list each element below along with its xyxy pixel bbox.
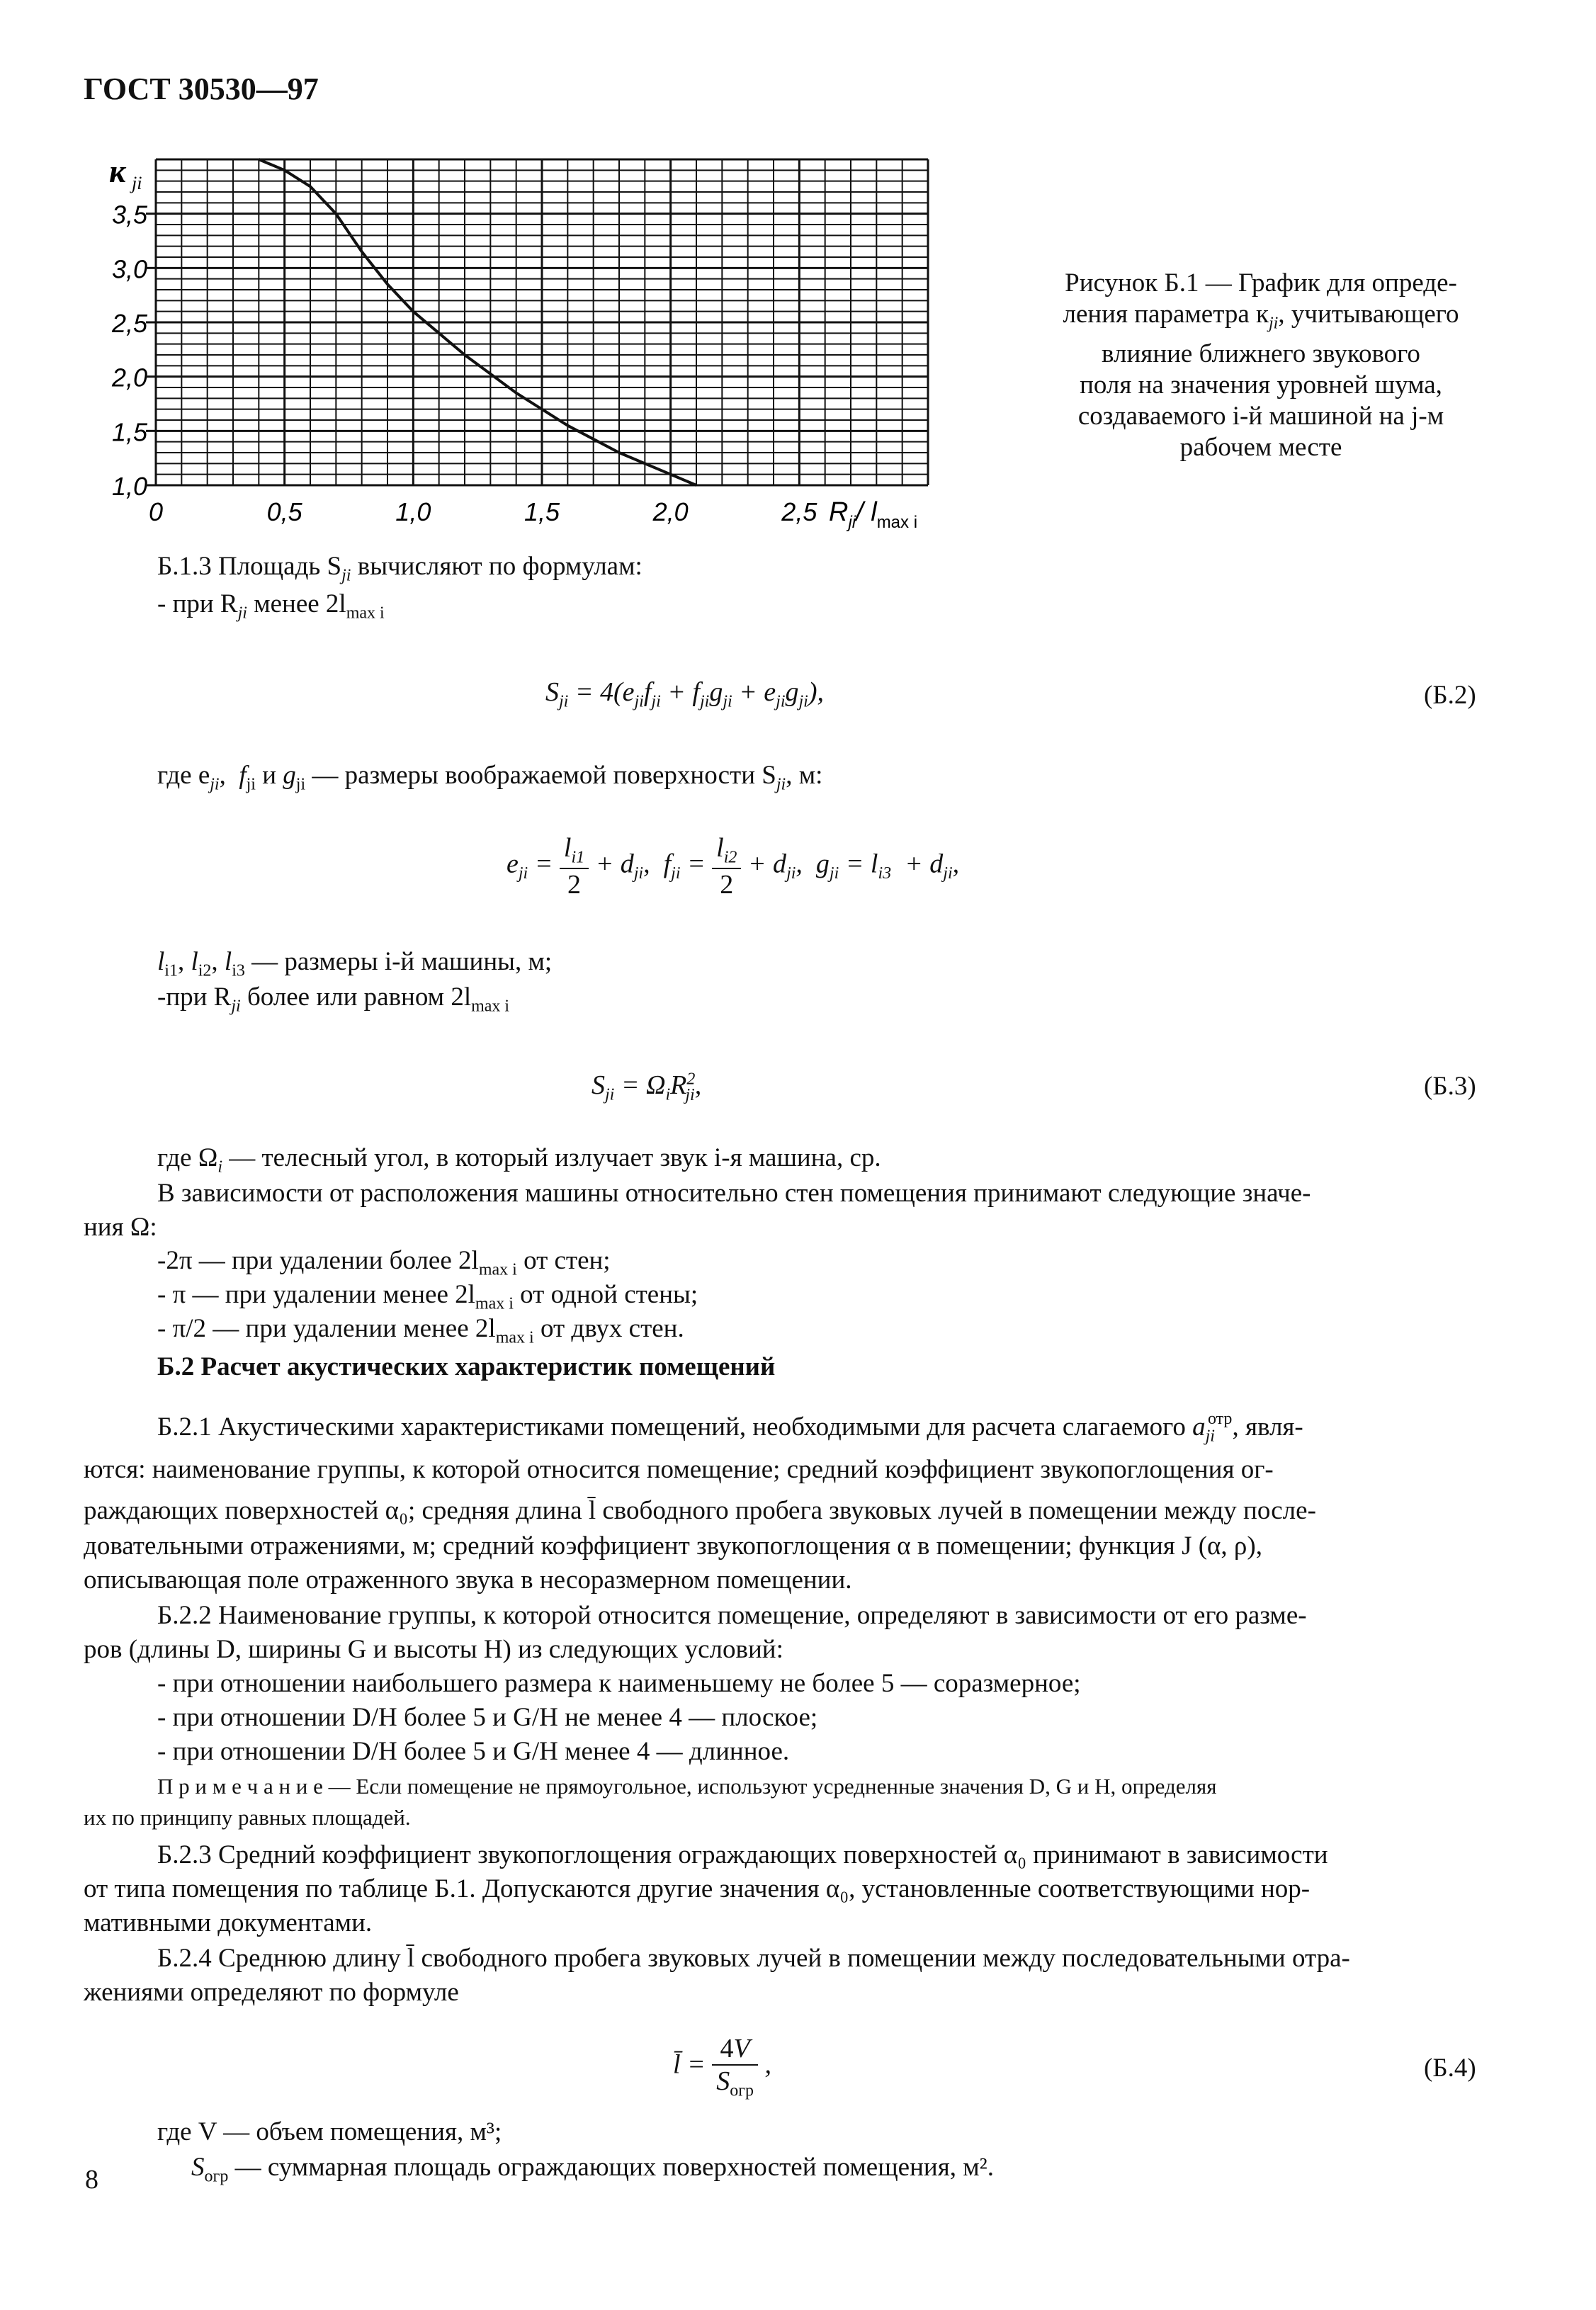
- y-axis-label-sub: ji: [132, 173, 142, 193]
- eq-number-b3: (Б.3): [1424, 1072, 1476, 1101]
- chart-grid: [156, 159, 928, 485]
- list-item-1: -2π — при удалении более $2l_{max i}$ от стен;: [157, 1246, 611, 1279]
- eq-number-b4: (Б.4): [1424, 2054, 1476, 2083]
- para-b23-line3: мативными документами.: [84, 1908, 373, 1937]
- para-machine-dims: $l_{i1}$, $l_{i2}$, $l_{i3}$ — размеры i-й машины, м;: [157, 947, 553, 980]
- x-tick-label: 2,0: [652, 497, 689, 526]
- caption-line-5: создаваемого i-й машиной на j-м: [1077, 402, 1444, 431]
- list-item-2: - π — при удалении менее $2l_{max i}$ от одной стены;: [157, 1280, 698, 1313]
- x-tick-label: 0,5: [266, 497, 302, 526]
- para-where-4: $S_{огр}$ — суммарная площадь ограждающих поверхностей помещения, м².: [191, 2153, 994, 2186]
- note-cont: их по принципу равных площадей.: [84, 1805, 411, 1830]
- caption-line-2: ления параметра $к_{ji}$, учитывающего: [1063, 300, 1459, 333]
- list-item-3: - π/2 — при удалении менее $2l_{max i}$ от двух стен.: [157, 1314, 684, 1347]
- caption-line-1: Рисунок Б.1 — График для опреде-: [1065, 268, 1457, 298]
- para-dependence: В зависимости от расположения машины относительно стен помещения принимают следующие значе-: [157, 1179, 1311, 1208]
- y-tick-label: 2,5: [111, 309, 147, 338]
- note: П р и м е ч а н и е — Если помещение не прямоугольное, используют усредненные значения D, G и H, определяя: [157, 1774, 1217, 1799]
- formula-efg: $e_{ji}$ = $\frac{l_{i1}}{2}$ + $d_{ji}$, $f_{ji}$ = $\frac{l_{i2}}{2}$ + $d_{ji}$, $g_{ji} = l_{i3} + d_{ji}$,: [506, 833, 960, 900]
- para-condition-1: - при $R_{ji}$ менее $2l_{max i}$: [157, 589, 385, 623]
- para-b13: Б.1.3 Площадь $S_{ji}$ вычисляют по формулам:: [157, 552, 643, 585]
- formula-b3: $S_{ji} = \Omega_iR^2_{ji}$,: [592, 1070, 702, 1104]
- y-tick-labels: [111, 200, 156, 501]
- para-b22-line1: Б.2.2 Наименование группы, к которой относится помещение, определяют в зависимости от его разме-: [157, 1601, 1307, 1630]
- para-b23-line1: Б.2.3 Средний коэффициент звукопоглощения ограждающих поверхностей α₀ принимают в зависимости: [157, 1840, 1328, 1869]
- x-tick-label: 1,0: [395, 497, 431, 526]
- y-tick-label: 2,0: [111, 363, 147, 392]
- caption-line-3: влияние ближнего звукового: [1102, 339, 1420, 369]
- y-tick-label: 3,0: [111, 254, 147, 284]
- para-b21-line4: довательными отражениями, м; средний коэффициент звукопоглощения α в помещении; функция J (α, ρ),: [84, 1531, 1262, 1561]
- para-where-2: где $\Omega_i$ — телесный угол, в который излучает звук i-я машина, ср.: [157, 1143, 881, 1177]
- y-tick-label: 3,5: [111, 200, 147, 230]
- y-tick-label: 1,5: [111, 417, 147, 447]
- section-heading-b2: Б.2 Расчет акустических характеристик помещений: [157, 1352, 776, 1381]
- eq-number-b2: (Б.2): [1424, 681, 1476, 710]
- para-b22-line3: - при отношении наибольшего размера к наименьшему не более 5 — соразмерное;: [157, 1669, 1081, 1698]
- para-b21-line3: раждающих поверхностей α₀; средняя длина l̄ свободного пробега звуковых лучей в помещении между после-: [84, 1496, 1316, 1525]
- y-tick-label: 1,0: [111, 472, 147, 501]
- para-where-3: где V — объем помещения, м³;: [157, 2117, 502, 2146]
- x-tick-label: 1,5: [523, 497, 560, 526]
- figure-b1-chart: [85, 152, 963, 535]
- x-tick-label: 2,5: [781, 497, 817, 526]
- page-number: 8: [85, 2165, 98, 2195]
- document-header: ГОСТ 30530—97: [84, 72, 319, 106]
- caption-line-6: рабочем месте: [1179, 433, 1342, 463]
- para-b21-line5: описывающая поле отраженного звука в несоразмерном помещении.: [84, 1566, 852, 1595]
- para-b24-line2: жениями определяют по формуле: [84, 1978, 459, 2007]
- formula-b2: $S_{ji} = 4(e_{ji}f_{ji} + f_{ji}g_{ji} + e_{ji}g_{ji})$,: [545, 677, 825, 711]
- para-b22-line4: - при отношении D/H более 5 и G/H не менее 4 — плоское;: [157, 1703, 818, 1732]
- para-condition-2: -при $R_{ji}$ более или равном $2l_{max i}$: [157, 983, 510, 1016]
- formula-b4: l̄ = $\frac{4V}{S_{огр}}$ ,: [673, 2034, 772, 2100]
- para-b21-line2: ются: наименование группы, к которой относится помещение; средний коэффициент звукопоглощения ог-: [84, 1455, 1274, 1484]
- x-axis-label: $R_{ji}/$ $l_{max i}$: [829, 497, 918, 532]
- para-b21-line1: Б.2.1 Акустическими характеристиками помещений, необходимыми для расчета слагаемого $a_{ji}^{отр}$, явля-: [157, 1410, 1303, 1446]
- para-dependence-cont: ния Ω:: [84, 1213, 157, 1242]
- x-tick-label: 0: [148, 497, 164, 526]
- para-b22-line2: ров (длины D, ширины G и высоты H) из следующих условий:: [84, 1635, 783, 1664]
- para-where-1: где $e_{ji}$, $f_{ji}$ и $g_{ji}$ — размеры воображаемой поверхности $S_{ji}$, м:: [157, 761, 823, 794]
- para-b22-line5: - при отношении D/H более 5 и G/H менее 4 — длинное.: [157, 1737, 790, 1766]
- para-b23-line2: от типа помещения по таблице Б.1. Допускаются другие значения α₀, установленные соответствующими нор-: [84, 1874, 1311, 1903]
- y-axis-label: к: [109, 153, 126, 189]
- para-b24-line1: Б.2.4 Среднюю длину l̄ свободного пробега звуковых лучей в помещении между последовательными отра-: [157, 1944, 1350, 1973]
- figure-caption: [1013, 268, 1509, 463]
- x-tick-labels: [149, 497, 817, 526]
- caption-line-4: поля на значения уровней шума,: [1080, 370, 1442, 400]
